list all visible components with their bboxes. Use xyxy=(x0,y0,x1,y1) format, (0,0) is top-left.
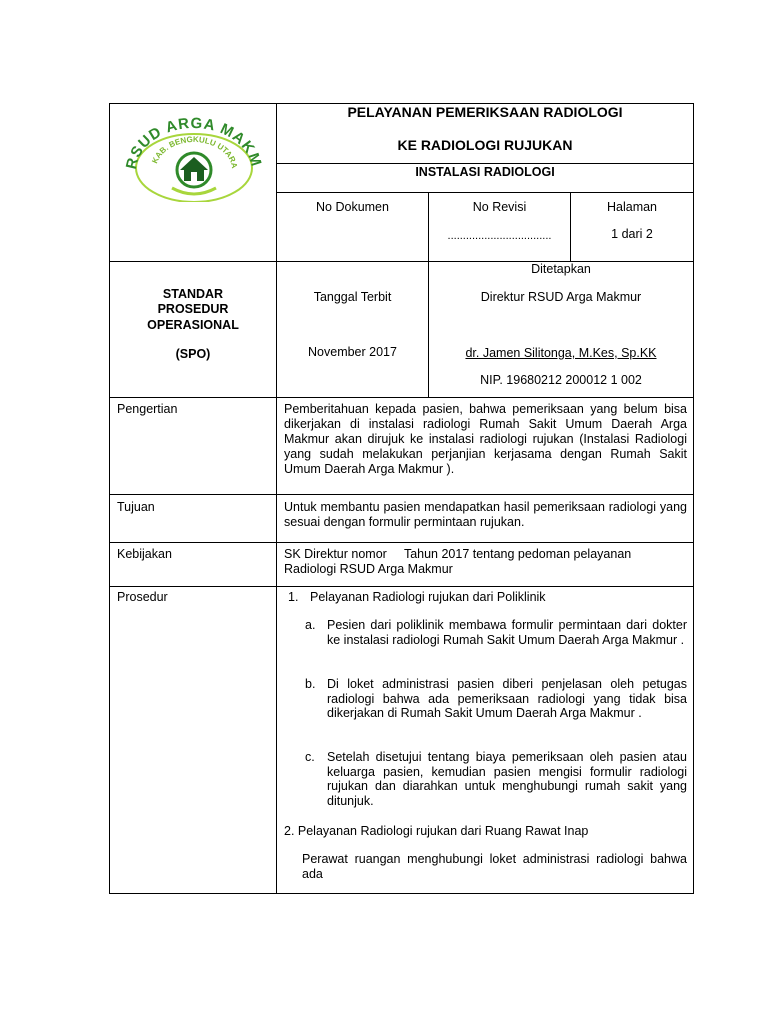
document-title-line1: PELAYANAN PEMERIKSAAN RADIOLOGI xyxy=(347,104,623,120)
tujuan-label: Tujuan xyxy=(117,500,155,514)
unit-name: INSTALASI RADIOLOGI xyxy=(415,165,555,179)
sub-c-text: Setelah disetujui tentang biaya pemeriksaan oleh pasien atau keluarga pasien, kemudian pasien mengisi formulir radiologi rujukan dan diarahkan untuk menghubungi rumah sakit yang ditunjuk. xyxy=(327,750,687,808)
kebijakan-line1: SK Direktur nomor Tahun 2017 tentang pedoman pelayanan xyxy=(284,547,632,561)
tanggal-terbit-label: Tanggal Terbit xyxy=(313,290,392,304)
sub-b-letter: b. xyxy=(305,677,316,691)
kebijakan-line2: Radiologi RSUD Arga Makmur xyxy=(284,562,453,576)
pengertian-text: Pemberitahuan kepada pasien, bahwa pemeriksaan yang belum bisa dikerjakan di instalasi radiologi Rumah Sakit Umum Daerah Arga Makmur akan dirujuk ke instalasi radiologi rujukan (Instalasi Radiologi yang sudah melakukan perjanjian kerjasama dengan Rumah Sakit Umum Daerah Arga Makmur ). xyxy=(284,402,687,476)
no-revisi-value: .................................. xyxy=(447,230,552,242)
prosedur-item1-title: Pelayanan Radiologi rujukan dari Poliklinik xyxy=(310,590,546,604)
hospital-logo xyxy=(114,110,270,202)
pengertian-label: Pengertian xyxy=(117,402,178,416)
halaman-label: Halaman xyxy=(606,200,658,214)
prosedur-item1-number: 1. xyxy=(288,590,299,604)
kebijakan-label: Kebijakan xyxy=(117,547,172,561)
prosedur-item2-text: Perawat ruangan menghubungi loket administrasi radiologi bahwa ada xyxy=(302,852,687,881)
prosedur-label: Prosedur xyxy=(117,590,168,604)
direktur-title: Direktur RSUD Arga Makmur xyxy=(480,290,642,304)
no-revisi-label: No Revisi xyxy=(472,200,527,214)
sub-b-text: Di loket administrasi pasien diberi penjelasan oleh petugas radiologi bahwa ada pemeriksaan radiologi yang tidak bisa dikerjakan di Rumah Sakit Umum Daerah Arga Makmur . xyxy=(327,677,687,720)
logo-inner-text: KAB. BENGKULU UTARA xyxy=(150,134,240,170)
document-title-line2: KE RADIOLOGI RUJUKAN xyxy=(397,137,573,153)
halaman-value: 1 dari 2 xyxy=(611,227,653,241)
ditetapkan-label: Ditetapkan xyxy=(531,262,591,276)
tujuan-text: Untuk membantu pasien mendapatkan hasil pemeriksaan radiologi yang sesuai dengan formulir permintaan rujukan. xyxy=(284,500,687,529)
prosedur-item2-title: 2. Pelayanan Radiologi rujukan dari Ruang Rawat Inap xyxy=(284,824,589,838)
spo-abbr: (SPO) xyxy=(175,347,211,361)
sub-a-text: Pesien dari poliklinik membawa formulir permintaan dari dokter ke instalasi radiologi Rumah Sakit Umum Daerah Arga Makmur . xyxy=(327,618,687,647)
signer-nip: NIP. 19680212 200012 1 002 xyxy=(480,373,642,387)
tanggal-terbit-value: November 2017 xyxy=(308,345,397,359)
logo-ring-text: RSUD ARGA MAKM xyxy=(122,114,265,171)
sub-a-letter: a. xyxy=(305,618,316,632)
no-dokumen-label: No Dokumen xyxy=(316,200,389,214)
signer-name: dr. Jamen Silitonga, M.Kes, Sp.KK xyxy=(465,346,657,360)
spo-line3: OPERASIONAL xyxy=(147,318,239,332)
sub-c-letter: c. xyxy=(305,750,315,764)
spo-line2: PROSEDUR xyxy=(157,302,229,316)
spo-line1: STANDAR xyxy=(162,287,224,301)
